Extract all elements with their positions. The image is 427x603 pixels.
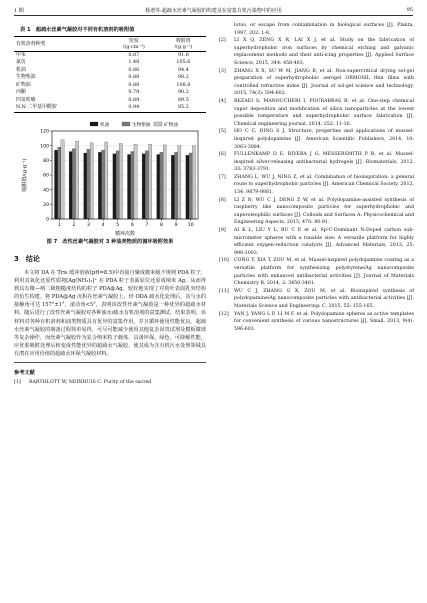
- bar: [127, 154, 130, 219]
- table-caption: 表 1 超疏水丝素气凝胶对不同有机溶剂的吸附值: [20, 27, 135, 33]
- bar: [119, 143, 122, 219]
- table-cell-name: N,N-二甲基甲酰胺: [14, 105, 107, 113]
- table-cell-name: 生物柴油: [16, 74, 36, 81]
- reference-item: [219, 174, 414, 197]
- x-tick-label: 2: [72, 223, 76, 228]
- table-row: [14, 90, 206, 98]
- bar: [84, 153, 87, 219]
- bar: [189, 153, 192, 219]
- bar: [54, 150, 57, 219]
- reference-text: YAN J, YANG L P, LI M F, et al. Polydopamine spheres as active templates for convenient synthesis of various nanostructures [J]. Small, 2013, 9(4): 596-603.: [234, 311, 414, 332]
- bar: [145, 151, 148, 219]
- bar: [87, 149, 90, 219]
- x-tick-label: 4: [101, 223, 105, 228]
- table-cell-name: 甲苯: [16, 51, 26, 58]
- legend-swatch: [154, 122, 162, 126]
- legend-label: 矿物油: [164, 122, 178, 128]
- bar: [171, 155, 174, 219]
- header-rule: [14, 15, 413, 16]
- reference-number: [6]: [219, 152, 226, 158]
- table-cell-value: 108.8: [176, 81, 191, 88]
- table-cell-value: 89.5: [177, 96, 189, 103]
- y-tick-label: 80: [43, 158, 49, 164]
- reference-item: [219, 311, 414, 334]
- figure-7: [14, 121, 206, 236]
- table-row: [14, 60, 206, 68]
- bar: [131, 152, 134, 219]
- reference-number: [1]: [14, 380, 21, 386]
- reference-number: [5]: [219, 129, 226, 135]
- table-cell-name: 机油: [16, 66, 26, 73]
- reference-item: [219, 98, 414, 128]
- table-row: [14, 52, 206, 60]
- reference-number: [3]: [219, 68, 226, 74]
- bar: [76, 141, 79, 219]
- reference-item: [219, 68, 414, 98]
- bar: [149, 144, 152, 219]
- table-cell-density: 0.94: [107, 105, 161, 113]
- reference-number: [4]: [219, 98, 226, 104]
- bar: [105, 142, 108, 219]
- reference-item: [219, 227, 414, 257]
- reference-number: [8]: [219, 197, 226, 203]
- table-row: [14, 75, 206, 83]
- table-cell-name: 矿物油: [16, 81, 31, 88]
- x-tick-label: 7: [145, 223, 149, 228]
- bar: [163, 145, 166, 219]
- table-cell-density: 0.86: [128, 66, 140, 73]
- bar: [90, 143, 93, 219]
- reference-item: [219, 197, 414, 227]
- bar: [98, 152, 101, 219]
- adsorption-table: [14, 36, 206, 113]
- x-tick-label: 5: [116, 223, 120, 228]
- table-cell-density: 1.48: [128, 59, 140, 66]
- x-tick-label: 10: [187, 223, 194, 228]
- x-tick-label: 8: [160, 223, 163, 228]
- reference-number: [12]: [219, 311, 229, 317]
- reference-text: ZHANG X X, SU W M, JIANG B, et al. Non-supercritical drying sol-gel preparation of superhydrophobic aerogel ORMOSIL thin films with controlled refractive index [J]. Journal of sol-gel science and technology, 2015, 74(3): 594-602.: [234, 68, 414, 97]
- page-number: 95: [406, 7, 413, 13]
- table-cell-value: 90.2: [177, 89, 189, 96]
- reference-number: [11]: [219, 288, 229, 294]
- table-cell-density: 0.88: [128, 81, 140, 88]
- x-tick-label: 6: [130, 223, 134, 228]
- issue-number: 1 期: [14, 8, 24, 14]
- legend-swatch: [90, 122, 98, 126]
- table-cell-density: 0.79: [128, 89, 140, 96]
- x-tick-label: 9: [174, 223, 178, 228]
- y-tick-label: 40: [43, 188, 49, 194]
- table-cell-name: 氯仿: [16, 59, 26, 66]
- y-tick-label: 120: [40, 129, 49, 135]
- table-header-density: 密度 /(g·cm⁻³): [107, 37, 161, 52]
- reference-item: [219, 128, 414, 151]
- reference-number: [7]: [219, 174, 226, 180]
- conclusion-paragraph: 本文将 DA 在 Tris 缓冲溶液(pH=8.5)中直接自聚成微米级不规则 PDA 粒子，利用其氧化还原性质将[Ag(NH₃)₂]⁺ 在 PDA 粒子表面原位还原成纳米 Ag，从而得到具有微—纳二级粗糙度结构的粒子 PDA@Ag，较好地实现了对荷叶表面乳突结构的仿生构建。将 PDA@Ag 沉积在丝素气凝胶上，经 ODA 疏水化处理后，其与水的接触角可达 157°±1°，滚动角<5°，表明该改性丝素气凝胶是一种优异的超疏水材料。随后进行了改性丝素气凝胶对各种油水/疏水有机溶剂的富集测试，结果表明，该材料对各种有机溶剂和油类物质具有优异的富集作用，并且循环使用性能优良。超疏水丝素气凝胶的制备过程简单易得，可尽可能减少使用其他复杂昂贵试剂及模板微球等复杂操作，而丝素气凝胶作为复合纳米粒子载体，具备环保、绿色、可降解性能，应优那吸附处理后转变成性能优异的超疏水气凝胶，使其成为含有机污水处理领域具有潜在应用价值的超疏水环保气凝胶材料。: [14, 270, 206, 357]
- bar: [174, 152, 177, 219]
- reference-text: CONG Y, XIA T, ZOU M, et al. Mussel-inspired polydopamine coating as a versatile platform for synthesizing polystyrene/Ag nanocomposite particles with enhanced antibacterial activities [J]. Journal of Materials Chemistry B, 2014, 2: 3450-3461.: [234, 258, 414, 287]
- y-axis-label: 吸附值/(g·g⁻¹): [22, 158, 28, 192]
- bar: [178, 146, 181, 219]
- figure-caption: 图 7 改性丝素气凝胶对 3 种油类物质的循环吸附效果: [46, 239, 174, 245]
- table-cell-value: 85.2: [161, 105, 206, 113]
- table-cell-value: 91.6: [177, 51, 189, 58]
- reference-text: WU C J, ZHANG G X, ZOU M, et al. Bioinspired synthesis of polydopamine/Ag nanocomposite particles with antibacterial activities [J]. Materials Science and Engineering: C, 2015, 55: 155-165.: [234, 288, 414, 309]
- reference-item: [14, 379, 206, 387]
- bar: [61, 140, 64, 219]
- table-header-value: 吸附值 /(g·g⁻¹): [161, 37, 206, 52]
- legend-swatch: [122, 122, 130, 126]
- bar: [69, 152, 72, 219]
- reference-continuation: lotus, or escape from contamination in biological surfaces [J]. Planta, 1997, 202: 1-8.: [234, 23, 414, 36]
- references-heading: 参考文献: [14, 370, 35, 377]
- cycle-adsorption-chart: [14, 121, 206, 236]
- table-cell-value: 98.2: [177, 74, 189, 81]
- running-title: 杨谱等:超疏水丝素气凝胶的构建及在富集有机污染物中的应用: [145, 8, 282, 14]
- reference-item: [219, 151, 414, 174]
- table-cell-value: 105.6: [176, 59, 191, 66]
- bar: [186, 155, 189, 219]
- reference-number: [2]: [219, 38, 226, 44]
- bar: [157, 154, 160, 219]
- bar: [134, 144, 137, 219]
- bar: [160, 152, 163, 219]
- y-tick-label: 20: [43, 202, 49, 208]
- table-cell-density: 0.87: [128, 51, 140, 58]
- table-cell-density: 0.89: [128, 96, 140, 103]
- legend-label: 机油: [100, 122, 110, 128]
- right-column: [219, 22, 414, 333]
- x-axis-label: 循环次数: [114, 231, 136, 236]
- table-cell-name: 四氢呋喃: [16, 96, 36, 103]
- reference-number: [10]: [219, 258, 229, 264]
- table-cell-value: 94.4: [177, 66, 189, 73]
- reference-item: [219, 288, 414, 311]
- reference-text: BARTHLOTT W, NEINHUIS C. Purity of the sacred: [29, 380, 152, 386]
- y-tick-label: 0: [46, 217, 49, 223]
- reference-item: [219, 257, 414, 287]
- bar: [113, 154, 116, 219]
- table-cell-name: 丙酮: [16, 89, 26, 96]
- reference-text: HO C C, DING S J. Structure, properties and applications of mussel-inspired polydopamine [J]. American Scientific Publishers, 2014, 10: 3063-3084.: [234, 129, 414, 150]
- bar: [58, 147, 61, 219]
- section-heading: 3 结论: [14, 255, 40, 263]
- table-row: [14, 105, 206, 113]
- table-cell-density: 0.88: [128, 74, 140, 81]
- reference-text: AI K L, LIU Y L, RU C P, et al. Sp²C-Dominant N-Doped carbon sub-micrometer spheres with a tunable size: A versatile platform for highly efficient oxygen-reduction catalysts [J]. Advanced Materials, 2013, 25: 998-1003.: [234, 228, 414, 256]
- x-tick-label: 3: [87, 223, 90, 228]
- references-rule: [14, 362, 206, 363]
- bar: [142, 154, 145, 219]
- bar: [72, 149, 75, 219]
- reference-text: FULLENKAMP D E, RIVERA J G, MESSERSMITH P B, et al. Mussel-inspired silver-releasing antibacterial hydrogels [J]. Biomaterials, 2012, 33: 3783-3791.: [234, 152, 414, 173]
- references-left: [14, 379, 206, 387]
- y-tick-label: 60: [43, 173, 49, 179]
- reference-item: [219, 37, 414, 67]
- bar: [192, 146, 195, 219]
- table-header-solvent: 有机溶剂种类: [14, 37, 107, 52]
- reference-text: LI Z N, WU C J, DENG Z W, et al. Polydopamine-assisted synthesis of raspberry like nanocomposite particles for superhydrophobic and superoleophilic surfaces [J]. Colloids and Surfaces A: Physicochemical and Engineering Aspects, 2015, 470: 80-91.: [234, 197, 414, 226]
- reference-text: ZHANG L, WU J, NING Z, et al. Combination of bioinspiration: a general route to superhydrophobic particles [J]. American Chemical Society, 2012, 134: 9879-9881.: [234, 174, 414, 196]
- reference-text: LI X Q, ZENG X R, LAI X J, et al. Study on the fabrication of superhydrophobic iron surfaces by chemical etching and galvanic replacement methods and their anti-icing properties [J]. Applied Surface Science, 2015, 344: 458-463.: [234, 38, 414, 66]
- x-tick-label: 1: [57, 223, 61, 228]
- references-right: [219, 37, 414, 333]
- bar: [101, 150, 104, 219]
- bar: [116, 151, 119, 219]
- reference-text: REZAEI S, MANOUCHERI I, POURABBAS B, et al. One-step chemical vapor deposition and modification of silica nanoparticles at the lowest possible temperature and superhydrophobic surface fabrication [J]. Chemical engineering journal, 2014, 252: 11-16.: [234, 98, 414, 127]
- y-tick-label: 100: [40, 144, 49, 150]
- legend-label: 生物柴油: [132, 122, 151, 128]
- reference-number: [9]: [219, 228, 226, 234]
- left-column: [14, 22, 206, 387]
